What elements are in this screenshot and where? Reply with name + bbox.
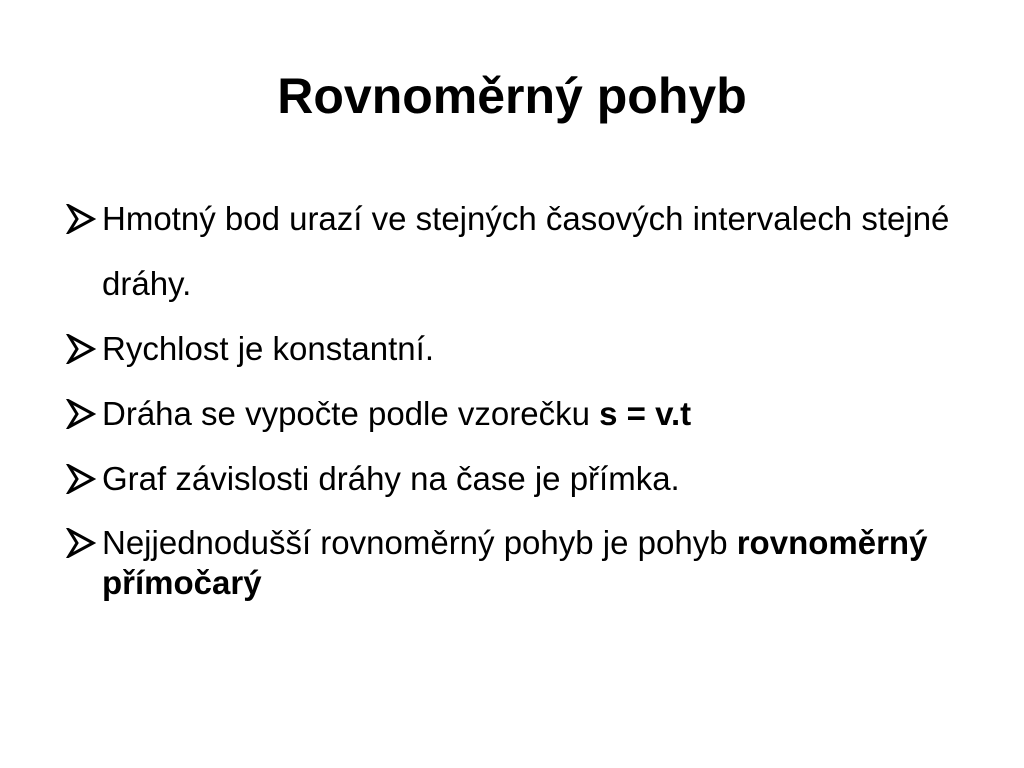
arrow-bullet-icon [66,381,98,446]
arrow-bullet-icon [66,316,98,381]
formula-text: s = v.t [599,395,692,432]
bullet-list [66,186,966,603]
arrow-bullet-icon [66,446,98,511]
bullet-item [66,186,966,316]
bullet-text: Nejjednodušší rovnoměrný pohyb je pohyb [102,524,737,561]
bullet-item [66,316,966,381]
bullet-text: Dráha se vypočte podle vzorečku [102,395,600,432]
bullet-item [66,381,966,446]
bullet-text: Rychlost je konstantní. [102,330,434,367]
slide-title: Rovnoměrný pohyb [277,68,747,124]
bullet-text: Graf závislosti dráhy na čase je přímka. [102,460,680,497]
emphasis-text: rovnoměrný přímočarý [102,524,928,601]
arrow-bullet-icon [66,186,98,251]
bullet-text: Hmotný bod urazí ve stejných časových intervalech stejné dráhy. [102,200,950,302]
bullet-item [66,523,966,603]
arrow-bullet-icon [66,523,98,563]
bullet-item [66,446,966,511]
